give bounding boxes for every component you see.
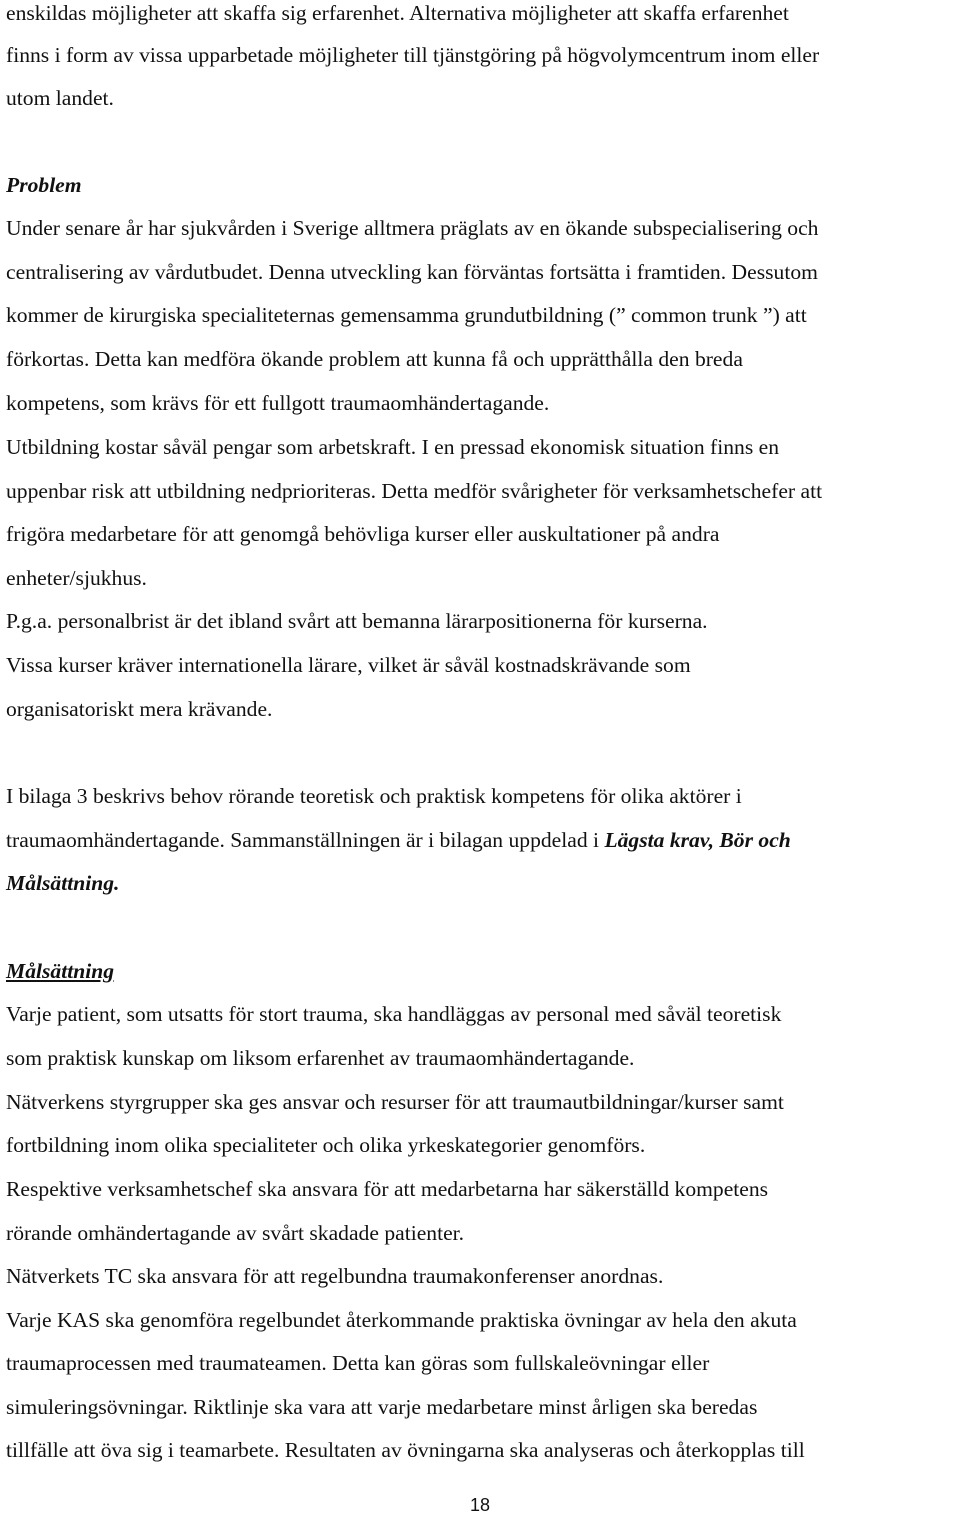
body-line: förkortas. Detta kan medföra ökande problem att kunna få och upprätthålla den breda: [6, 347, 743, 371]
body-line: I bilaga 3 beskrivs behov rörande teoretisk och praktisk kompetens för olika aktörer i: [6, 784, 742, 808]
body-line: simuleringsövningar. Riktlinje ska vara att varje medarbetare minst årligen ska beredas: [6, 1395, 758, 1419]
bilaga-emphasis: Målsättning.: [6, 871, 120, 895]
body-line: kommer de kirurgiska specialiteternas gemensamma grundutbildning (” common trunk ”) att: [6, 303, 807, 327]
body-line: Varje patient, som utsatts för stort trauma, ska handläggas av personal med såväl teoretisk: [6, 1002, 782, 1026]
bilaga-text: traumaomhändertagande. Sammanställningen är i bilagan uppdelad i: [6, 828, 605, 852]
body-line: Vissa kurser kräver internationella lärare, vilket är såväl kostnadskrävande som: [6, 653, 691, 677]
section-heading-malsattning: Målsättning: [6, 959, 115, 983]
body-line: finns i form av vissa upparbetade möjligheter till tjänstgöring på högvolymcentrum inom eller: [6, 43, 820, 67]
body-line: Nätverkets TC ska ansvara för att regelbundna traumakonferenser anordnas.: [6, 1264, 664, 1288]
body-line: enheter/sjukhus.: [6, 566, 147, 590]
body-line: Varje KAS ska genomföra regelbundet återkommande praktiska övningar av hela den akuta: [6, 1308, 797, 1332]
body-line: fortbildning inom olika specialiteter och olika yrkeskategorier genomförs.: [6, 1133, 646, 1157]
body-line: [6, 827, 791, 853]
body-line: P.g.a. personalbrist är det ibland svårt att bemanna lärarpositionerna för kurserna.: [6, 609, 708, 633]
body-line: frigöra medarbetare för att genomgå behövliga kurser eller auskultationer på andra: [6, 522, 720, 546]
body-line: Nätverkens styrgrupper ska ges ansvar och resurser för att traumautbildningar/kurser samt: [6, 1090, 784, 1114]
body-line: som praktisk kunskap om liksom erfarenhet av traumaomhändertagande.: [6, 1046, 635, 1070]
body-line: kompetens, som krävs för ett fullgott traumaomhändertagande.: [6, 391, 550, 415]
body-line: organisatoriskt mera krävande.: [6, 697, 273, 721]
page-number: 18: [469, 1495, 491, 1515]
body-line: utom landet.: [6, 86, 114, 110]
body-line: traumaprocessen med traumateamen. Detta kan göras som fullskaleövningar eller: [6, 1351, 710, 1375]
section-heading-problem: Problem: [6, 173, 82, 197]
bilaga-emphasis: Lägsta krav, Bör och: [604, 828, 791, 852]
body-line: Under senare år har sjukvården i Sverige alltmera präglats av en ökande subspecialisering och: [6, 216, 819, 240]
body-line: uppenbar risk att utbildning nedprioriteras. Detta medför svårigheter för verksamhetschefer att: [6, 479, 823, 503]
body-line: tillfälle att öva sig i teamarbete. Resultaten av övningarna ska analyseras och återkopplas till: [6, 1438, 805, 1462]
body-line: Respektive verksamhetschef ska ansvara för att medarbetarna har säkerställd kompetens: [6, 1177, 769, 1201]
body-line: enskildas möjligheter att skaffa sig erfarenhet. Alternativa möjligheter att skaffa erfarenhet: [6, 1, 789, 25]
body-line: rörande omhändertagande av svårt skadade patienter.: [6, 1221, 465, 1245]
body-line: centralisering av vårdutbudet. Denna utveckling kan förväntas fortsätta i framtiden. Dessutom: [6, 260, 818, 284]
body-line: Utbildning kostar såväl pengar som arbetskraft. I en pressad ekonomisk situation finns en: [6, 435, 780, 459]
